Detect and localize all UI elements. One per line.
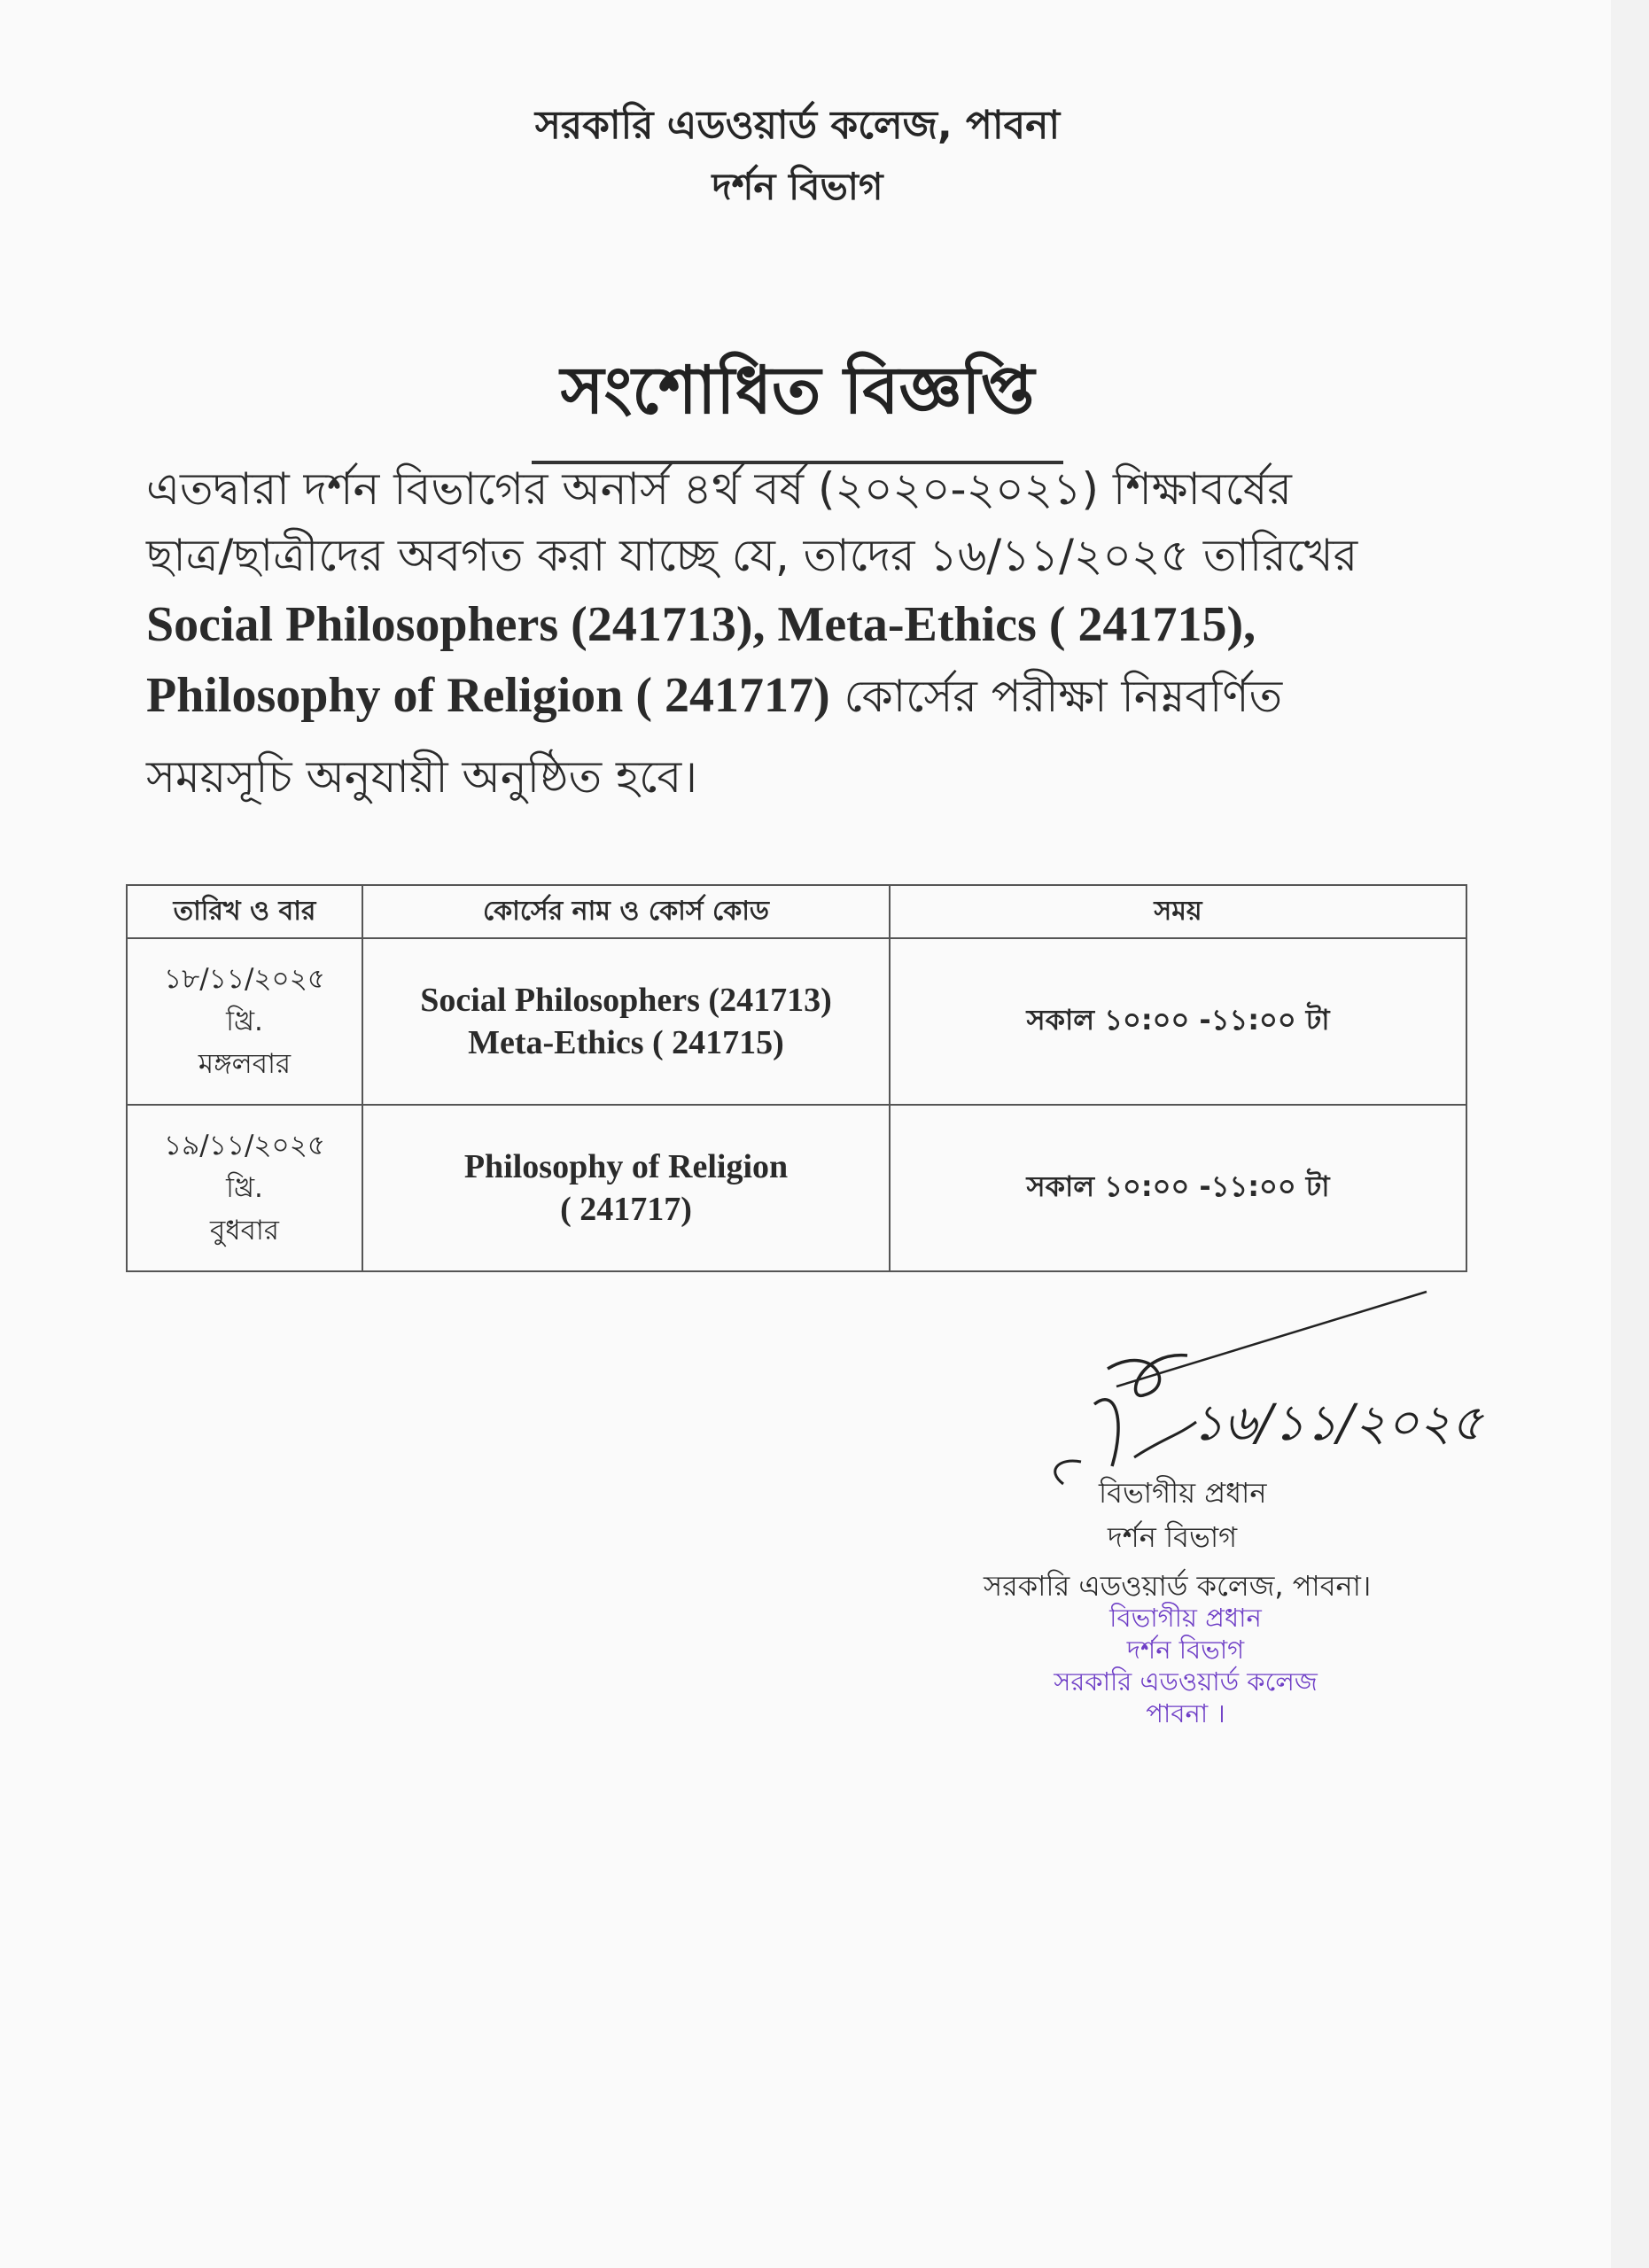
body-line-1: এতদ্বারা দর্শন বিভাগের অনার্স ৪র্থ বর্ষ (২০২০-২০২১) শিক্ষাবর্ষের [146,463,1292,515]
signature-date: ১৬/১১/২০২৫ [1192,1394,1483,1452]
weekday: বুধবার [210,1215,279,1247]
weekday: মঙ্গলবার [198,1048,292,1080]
date: ১৮/১১/২০২৫ [164,963,325,995]
signatory-department: দর্শন বিভাগ [1108,1520,1238,1554]
body-line-2: ছাত্র/ছাত্রীদের অবগত করা যাচ্ছে যে, তাদের ১৬/১১/২০২৫ তারিখের [146,530,1358,581]
body-line-3 [146,592,1449,658]
signatory-college: সরকারি এডওয়ার্ড কলেজ, পাবনা। [984,1569,1372,1603]
table-row [127,1105,1466,1271]
body-line-5: সময়সূচি অনুযায়ী অনুষ্ঠিত হবে। [146,751,698,803]
table-header-row [127,885,1466,938]
date-cell [127,1105,362,1271]
course-line: ( 241717) [560,1191,692,1228]
date: ১৯/১১/২০২৫ [164,1130,325,1161]
signatory-title: বিভাগীয় প্রধান [1099,1476,1267,1510]
handwritten-signature [1010,1289,1542,1493]
body-line-4-text: কোর্সের পরীক্ষা নিম্নবর্ণিত [829,671,1283,722]
date-cell [127,938,362,1105]
table-row [127,938,1466,1105]
header-date-day: তারিখ ও বার [127,885,362,938]
course-cell [362,938,890,1105]
course-line: Philosophy of Religion [463,1148,789,1185]
stamp-line: পাবনা । [1146,1698,1225,1728]
college-name: সরকারি এডওয়ার্ড কলেজ, পাবনা [534,103,1061,148]
time-cell: সকাল ১০:০০ -১১:০০ টা [890,1105,1466,1271]
stamp-line: সরকারি এডওয়ার্ড কলেজ [1054,1666,1318,1697]
header-course: কোর্সের নাম ও কোর্স কোড [362,885,890,938]
time-cell: সকাল ১০:০০ -১১:০০ টা [890,938,1466,1105]
header-time: সময় [890,885,1466,938]
exam-schedule-table [126,884,1467,1272]
course-line: Meta-Ethics ( 241715) [468,1024,784,1061]
body-course-religion: Philosophy of Religion ( 241717) [146,668,830,723]
notice-title: সংশোধিত বিজ্ঞপ্তি [532,341,1063,464]
stamp-line: দর্শন বিভাগ [1126,1635,1245,1665]
stamp-line: বিভাগীয় প্রধান [1109,1603,1262,1633]
course-line: Social Philosophers (241713) [420,982,832,1019]
course-cell [362,1105,890,1271]
era: খ্রি. [226,1006,263,1037]
body-line-4 [146,663,1449,729]
era: খ্রি. [226,1172,263,1204]
department-name: দর্শন বিভাগ [712,165,883,208]
body-course-list: Social Philosophers (241713), Meta-Ethics ( 241715), [146,597,1256,652]
scan-edge [1611,0,1649,2268]
